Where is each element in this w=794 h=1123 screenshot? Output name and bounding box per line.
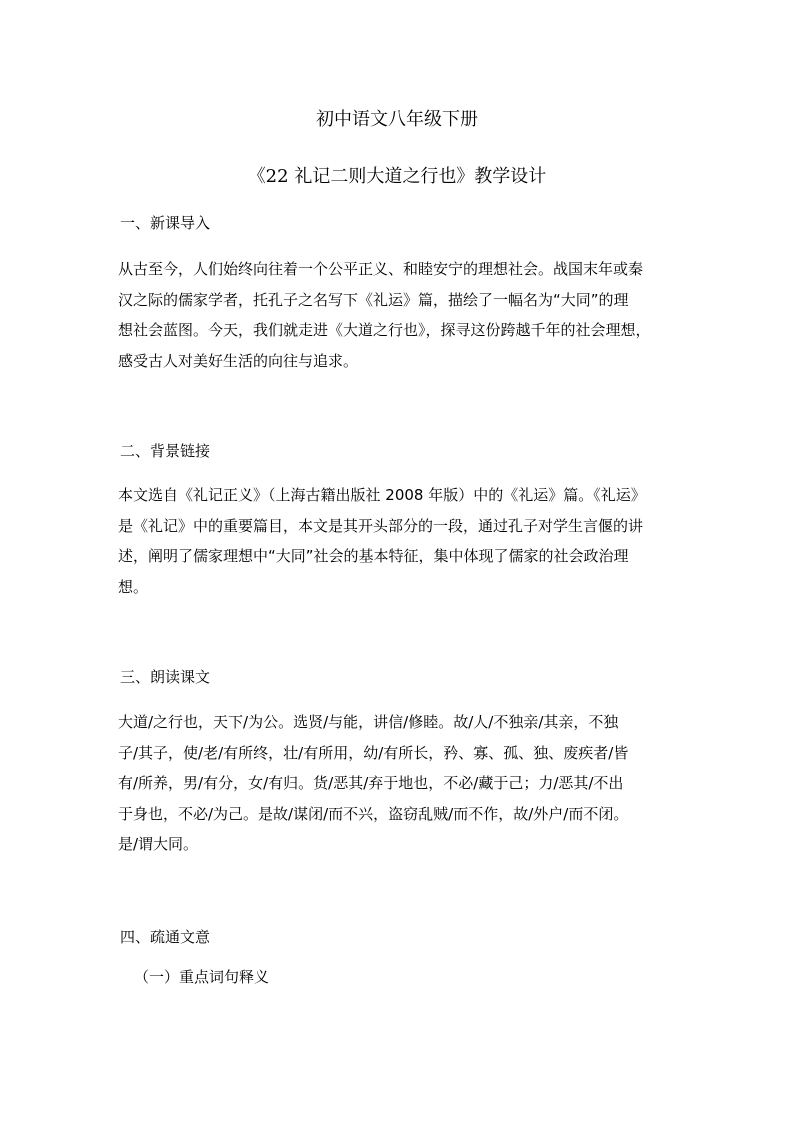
paragraph-line: 子/其子，使/老/有所终，壮/有所用，幼/有所长，矜、寡、孤、独、废疾者/皆 xyxy=(118,743,629,762)
section-paragraph-intro xyxy=(118,254,678,376)
section-paragraph-reading xyxy=(118,707,678,860)
section-paragraph-background xyxy=(118,480,678,602)
doc-title: 初中语文八年级下册 xyxy=(316,109,478,130)
section-heading-reading: 三、朗读课文 xyxy=(120,668,211,686)
paragraph-line: 述，阐明了儒家理想中“大同”社会的基本特征，集中体现了儒家的社会政治理 xyxy=(118,547,629,565)
subsection-heading-key-words: （一）重点词句释义 xyxy=(134,968,270,986)
section-heading-meaning: 四、疏通文意 xyxy=(120,928,211,946)
paragraph-line: 想。 xyxy=(118,577,149,596)
paragraph-line: 于身也，不必/为己。是故/谋闭/而不兴，盗窃乱贼/而不作，故/外户/而不闭。 xyxy=(118,804,629,823)
paragraph-line: 想社会蓝图。今天，我们就走进《大道之行也》，探寻这份跨越千年的社会理想， xyxy=(118,321,651,339)
doc-subtitle: 《22 礼记二则大道之行也》教学设计 xyxy=(247,166,547,187)
paragraph-line: 是/谓大同。 xyxy=(118,835,199,853)
paragraph-line: 汉之际的儒家学者，托孔子之名写下《礼运》篇，描绘了一幅名为“大同”的理 xyxy=(118,290,629,309)
paragraph-line: 是《礼记》中的重要篇目，本文是其开头部分的一段，通过孔子对学生言偃的讲 xyxy=(118,516,644,535)
paragraph-line: 从古至今，人们始终向往着一个公平正义、和睦安宁的理想社会。战国末年或秦 xyxy=(118,260,644,278)
section-heading-background: 二、背景链接 xyxy=(120,442,211,460)
paragraph-line: 感受古人对美好生活的向往与追求。 xyxy=(118,351,359,370)
paragraph-line: 有/所养，男/有分，女/有归。货/恶其/弃于地也，不必/藏于己；力/恶其/不出 xyxy=(118,774,624,792)
paragraph-line: 本文选自《礼记正义》（上海古籍出版社 2008 年版）中的《礼运》篇。《礼运》 xyxy=(118,486,646,504)
paragraph-line: 大道/之行也，天下/为公。选贤/与能，讲信/修睦。故/人/不独亲/其亲，不独 xyxy=(118,713,619,731)
section-heading-intro: 一、新课导入 xyxy=(120,214,211,232)
